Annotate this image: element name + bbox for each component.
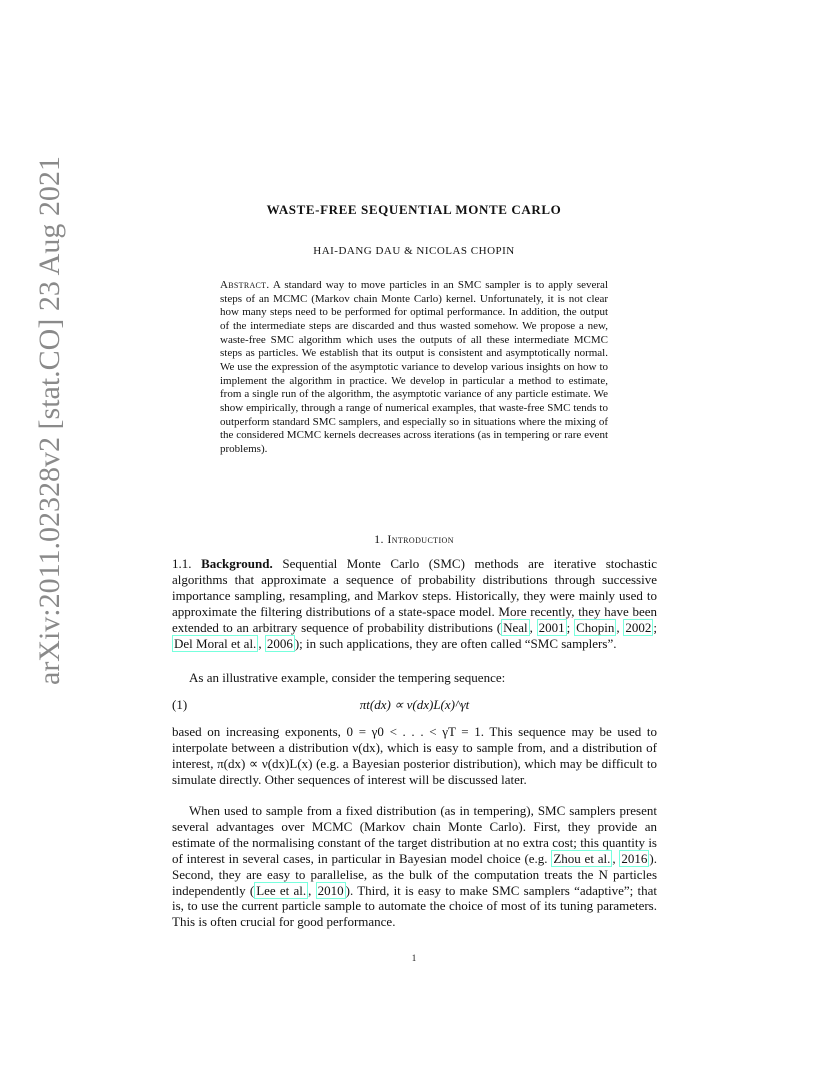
equation-body: πt(dx) ∝ ν(dx)L(x)^γt <box>359 697 470 712</box>
citation-del-moral-2006-year[interactable]: 2006 <box>266 635 293 651</box>
paragraph-illustrative-example: As an illustrative example, consider the tempering sequence: <box>189 670 506 685</box>
paragraph-background: 1.1. Background. Sequential Monte Carlo (SMC) methods are iterative stochastic algorithms that approximate a sequence of probability distributions through successive importance sampling, resampling, and Markov steps. Historically, they were mainly used to approximate the filtering distributions of a state-space model. More recently, they have been extended to an arbitrary sequence of probability distributions ( Neal , 2001 ; Chopin , 2002 ; Del Moral et al. , 2006 ); in such applications, they are often called “SMC samplers”. <box>172 556 658 651</box>
subsection-number: 1.1. <box>172 556 192 571</box>
paragraph-text: ). Third, it is easy to make SMC samplers “adaptive”; that is, to use the current particle sample to automate the choice of most of its tuning parameters. This is often crucial for good performance. <box>172 882 657 930</box>
subsection-heading: Background. <box>201 556 273 571</box>
equation-1 <box>172 697 657 715</box>
paragraph-text: ). Second, they are easy to parallelise, as the bulk of the computation treats the N particles independently ( <box>172 850 657 898</box>
paragraph-text: ); in such applications, they are often called “SMC samplers”. <box>294 635 617 651</box>
paragraph-tempering: based on increasing exponents, 0 = γ0 < . . . < γT = 1. This sequence may be used to interpolate between a distribution ν(dx), which is easy to sample from, and a distribution of interest, π(dx) ∝ ν(dx)L(x) (e.g. a Bayesian posterior distribution), which may be difficult to simulate directly. Other sequences of interest will be discussed later. <box>172 724 657 787</box>
citation-chopin-2002-year[interactable]: 2002 <box>625 619 652 635</box>
citation-chopin-2002[interactable]: Chopin <box>576 619 615 635</box>
citation-zhou-2016[interactable]: Zhou et al. <box>553 850 611 866</box>
abstract-text: A standard way to move particles in an SMC sampler is to apply several steps of an MCMC (Markov chain Monte Carlo) kernel. Unfortunately, it is not clear how many steps need to be performed for optimal performance. In addition, the output of the intermediate steps are discarded and thus wasted somehow. We propose a new, waste-free SMC algorithm which uses the outputs of all these intermediate MCMC steps as particles. We establish that its output is consistent and asymptotically normal. We use the expression of the asymptotic variance to develop various insights on how to implement the algorithm in practice. We develop in particular a method to estimate, from a single run of the algorithm, the asymptotic variance of any particle estimate. We show empirically, through a range of numerical examples, that waste-free SMC tends to outperform standard SMC samplers, and especially so in situations where the mixing of the considered MCMC kernels decreases across iterations (as in tempering or rare event problems). <box>220 279 608 455</box>
paper-title: WASTE-FREE SEQUENTIAL MONTE CARLO <box>266 202 562 217</box>
equation-number: (1) <box>172 697 188 712</box>
page-number: 1 <box>411 953 417 963</box>
citation-del-moral-2006[interactable]: Del Moral et al. <box>174 635 257 651</box>
citation-lee-2010[interactable]: Lee et al. <box>256 882 307 898</box>
citation-neal-2001[interactable]: Neal <box>503 619 528 635</box>
arxiv-identifier-stamp: arXiv:2011.02328v2 [stat.CO] 23 Aug 2021 <box>33 156 66 685</box>
paragraph-advantages: When used to sample from a fixed distribution (as in tempering), SMC samplers present several advantages over MCMC (Markov chain Monte Carlo). First, they provide an estimate of the normalising constant of the target distribution at no extra cost; this quantity is of interest in several cases, in particular in Bayesian model choice (e.g. Zhou et al. , 2016 ). Second, they are easy to parallelise, as the bulk of the computation treats the N particles independently ( Lee et al. , 2010 ). Third, it is easy to make SMC samplers “adaptive”; that is, to use the current particle sample to automate the choice of most of its tuning parameters. This is often crucial for good performance. <box>172 803 657 930</box>
paragraph-text: Sequential Monte Carlo (SMC) methods are iterative stochastic algorithms that approximate a sequence of probability distributions through successive importance sampling, resampling, and Markov steps. Historically, they were mainly used to approximate the filtering distributions of a state-space model. More recently, they have been extended to an arbitrary sequence of probability distributions ( <box>172 556 658 635</box>
citation-lee-2010-year[interactable]: 2010 <box>317 882 344 898</box>
abstract-lead: Abstract. <box>220 279 270 291</box>
paper-authors: HAI-DANG DAU & NICOLAS CHOPIN <box>313 245 515 257</box>
citation-zhou-2016-year[interactable]: 2016 <box>621 850 648 866</box>
section-number: 1. <box>374 532 384 546</box>
section-title: Introduction <box>387 532 454 546</box>
citation-neal-2001-year[interactable]: 2001 <box>538 619 565 635</box>
section-heading <box>0 532 828 547</box>
abstract <box>220 279 608 457</box>
paragraph-text: When used to sample from a fixed distribution (as in tempering), SMC samplers present several advantages over MCMC (Markov chain Monte Carlo). First, they provide an estimate of the normalising constant of the target distribution at no extra cost; this quantity is of interest in several cases, in particular in Bayesian model choice (e.g. <box>172 803 657 866</box>
